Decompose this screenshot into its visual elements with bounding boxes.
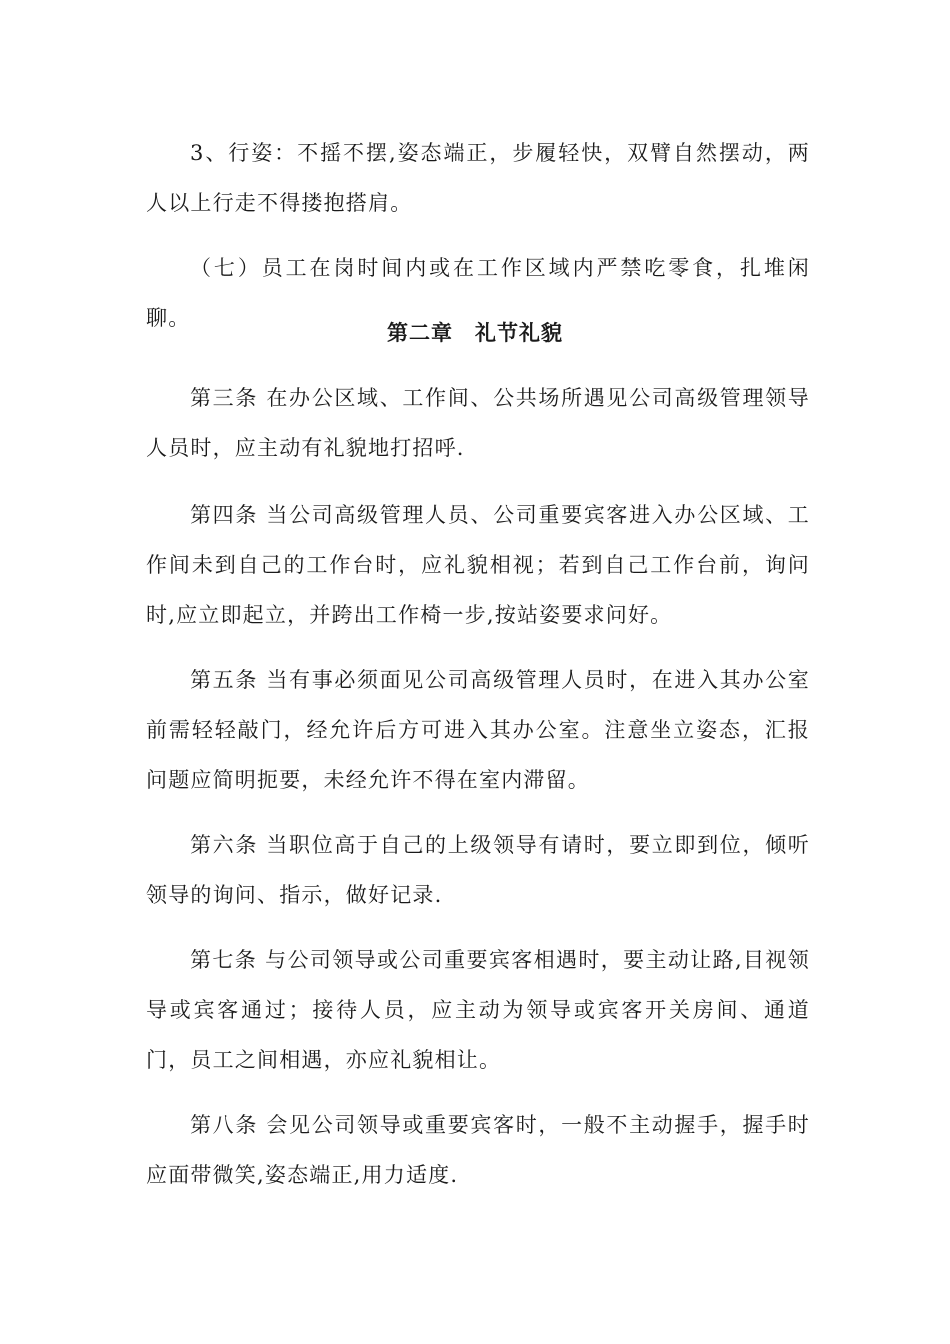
- chapter-heading: 第二章 礼节礼貌: [387, 321, 563, 345]
- article-8: 第八条 会见公司领导或重要宾客时，一般不主动握手，握手时应面带微笑,姿态端正,用力适度.: [146, 1113, 810, 1187]
- paragraph-no-snacks: （七）员工在岗时间内或在工作区域内严禁吃零食，扎堆闲聊。: [146, 256, 810, 330]
- article-3: 第三条 在办公区域、工作间、公共场所遇见公司高级管理领导人员时，应主动有礼貌地打招呼.: [146, 386, 810, 460]
- article-7: 第七条 与公司领导或公司重要宾客相遇时，要主动让路,目视领导或宾客通过；接待人员，应主动为领导或宾客开关房间、通道门，员工之间相遇，亦应礼貌相让。: [146, 948, 810, 1072]
- paragraph-walking-posture: 3、行姿：不摇不摆,姿态端正，步履轻快，双臂自然摆动，两人以上行走不得搂抱搭肩。: [146, 141, 810, 215]
- article-4: 第四条 当公司高级管理人员、公司重要宾客进入办公区域、工作间未到自己的工作台时，应礼貌相视；若到自己工作台前，询问时,应立即起立，并跨出工作椅一步,按站姿要求问好。: [146, 503, 810, 627]
- article-6: 第六条 当职位高于自己的上级领导有请时，要立即到位，倾听领导的询问、指示，做好记录.: [146, 833, 810, 907]
- article-5: 第五条 当有事必须面见公司高级管理人员时，在进入其办公室前需轻轻敲门，经允许后方可进入其办公室。注意坐立姿态，汇报问题应简明扼要，未经允许不得在室内滞留。: [146, 668, 810, 792]
